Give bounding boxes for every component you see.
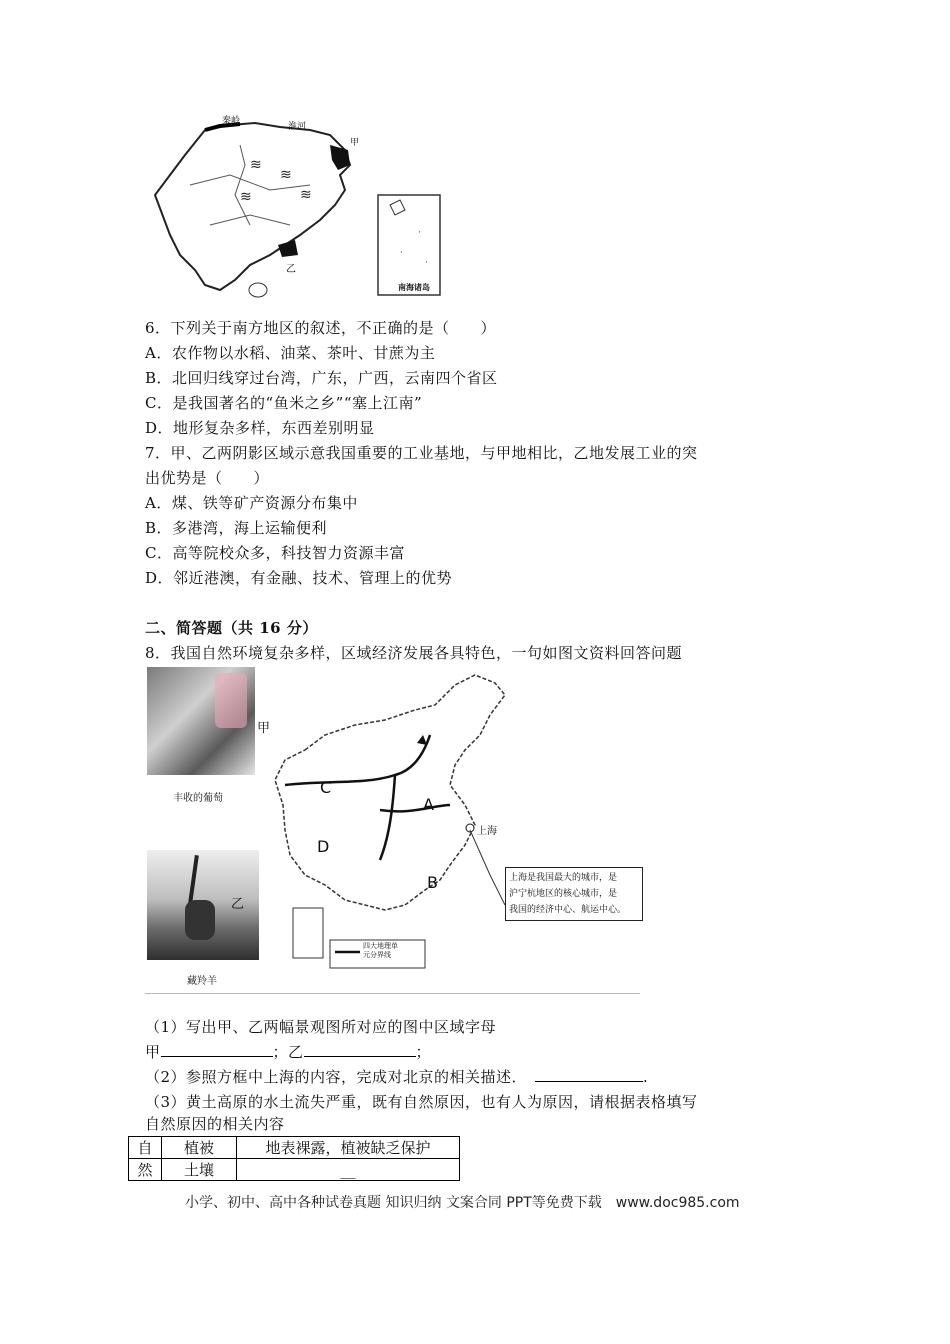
table-row2-value[interactable]: __ bbox=[237, 1159, 460, 1181]
sub1-yi-label: ；乙 bbox=[272, 1043, 304, 1061]
q6-option-a: A．农作物以水稻、油菜、茶叶、甘蔗为主 bbox=[145, 344, 436, 362]
q7-option-d: D．邻近港澳，有金融、技术、管理上的优势 bbox=[145, 569, 453, 587]
map1-label-yi: 乙 bbox=[286, 264, 296, 275]
q6-option-b: B．北回归线穿过台湾，广东，广西，云南四个省区 bbox=[145, 369, 498, 387]
callout-line-1: 上海是我国最大的城市，是 bbox=[509, 873, 618, 883]
svg-text:·: · bbox=[400, 248, 403, 258]
svg-text:≋: ≋ bbox=[280, 167, 292, 183]
shanghai-label: 上海 bbox=[477, 826, 497, 837]
photo2-caption: 藏羚羊 bbox=[187, 976, 217, 987]
photo1-caption: 丰收的葡萄 bbox=[173, 793, 223, 804]
svg-text:·: · bbox=[418, 228, 421, 238]
antelope-body bbox=[185, 900, 215, 940]
table-cat-top: 自 bbox=[129, 1137, 162, 1159]
photo1-tag: 甲 bbox=[257, 721, 271, 736]
sub1-end: ； bbox=[415, 1043, 432, 1061]
table-row1-value: 地表裸露，植被缺乏保护 bbox=[237, 1137, 460, 1159]
q8-sub1-answer-line bbox=[145, 1042, 431, 1062]
q7-option-c: C．高等院校众多，科技智力资源丰富 bbox=[145, 544, 405, 562]
q8-sub3-line1: （3）黄土高原的水土流失严重，既有自然原因，也有人为原因，请根据表格填写 bbox=[145, 1093, 698, 1111]
sub2-end: . bbox=[643, 1068, 649, 1086]
table-row2-label: 土壤 bbox=[162, 1159, 237, 1181]
q7-option-b: B．多港湾，海上运输便利 bbox=[145, 519, 328, 537]
svg-text:·: · bbox=[425, 258, 428, 268]
page-footer: 小学、初中、高中各种试卷真题 知识归纳 文案合同 PPT等免费下载 www.doc985.com bbox=[185, 1195, 740, 1211]
section2-title: 二、简答题（共 16 分） bbox=[145, 619, 318, 637]
photo2-tag: 乙 bbox=[231, 897, 245, 912]
q7-stem-line2: 出优势是（ ） bbox=[145, 469, 270, 487]
callout-line-2: 沪宁杭地区的核心城市，是 bbox=[509, 889, 618, 899]
china-map bbox=[265, 665, 640, 990]
sub2-text: （2）参照方框中上海的内容，完成对北京的相关描述． bbox=[145, 1068, 528, 1086]
callout-line-3: 我国的经济中心、航运中心。 bbox=[509, 905, 627, 915]
region-d: D bbox=[317, 837, 330, 856]
grape-photo-pink bbox=[215, 673, 247, 728]
table-row1-label: 植被 bbox=[162, 1137, 237, 1159]
region-c: C bbox=[320, 778, 332, 797]
map-legend bbox=[363, 942, 398, 960]
q7-option-a: A．煤、铁等矿产资源分布集中 bbox=[145, 494, 358, 512]
sub2-blank[interactable] bbox=[535, 1067, 643, 1082]
region-b: B bbox=[427, 873, 438, 892]
sub1-yi-blank[interactable] bbox=[304, 1042, 416, 1057]
map1-label-huaihe: 淮河 bbox=[288, 122, 307, 132]
shanghai-callout bbox=[505, 867, 643, 921]
q6-stem: 6．下列关于南方地区的叙述，不正确的是（ ） bbox=[145, 319, 497, 337]
table-cat-bottom: 然 bbox=[129, 1159, 162, 1181]
svg-text:≋: ≋ bbox=[240, 189, 252, 205]
natural-causes-table bbox=[128, 1136, 460, 1181]
q8-sub1-line1: （1）写出甲、乙两幅景观图所对应的图中区域字母 bbox=[145, 1018, 497, 1036]
q6-option-d: D．地形复杂多样，东西差别明显 bbox=[145, 419, 375, 437]
q8-sub3-line2: 自然原因的相关内容 bbox=[145, 1115, 285, 1133]
svg-text:≋: ≋ bbox=[300, 187, 312, 203]
map1-label-jia: 甲 bbox=[350, 138, 360, 148]
sub1-jia-label: 甲 bbox=[145, 1043, 161, 1061]
map1-label-qinling: 秦岭 bbox=[222, 116, 241, 126]
southern-china-map bbox=[150, 105, 450, 300]
q8-figure bbox=[145, 665, 640, 994]
sub1-jia-blank[interactable] bbox=[161, 1042, 273, 1057]
q7-stem-line1: 7．甲、乙两阴影区域示意我国重要的工业基地，与甲地相比，乙地发展工业的突 bbox=[145, 444, 698, 462]
legend-line-2: 元分界线 bbox=[363, 951, 391, 959]
legend-line-1: 四大地理单 bbox=[363, 942, 398, 950]
q6-option-c: C．是我国著名的“鱼米之乡”“塞上江南” bbox=[145, 394, 423, 412]
q8-sub2-line bbox=[145, 1067, 648, 1087]
svg-text:≋: ≋ bbox=[250, 157, 262, 173]
q8-stem: 8．我国自然环境复杂多样，区域经济发展各具特色，一句如图文资料回答问题 bbox=[145, 644, 683, 662]
region-a: A bbox=[423, 795, 434, 814]
map1-label-inset: 南海诸岛 bbox=[398, 283, 430, 292]
